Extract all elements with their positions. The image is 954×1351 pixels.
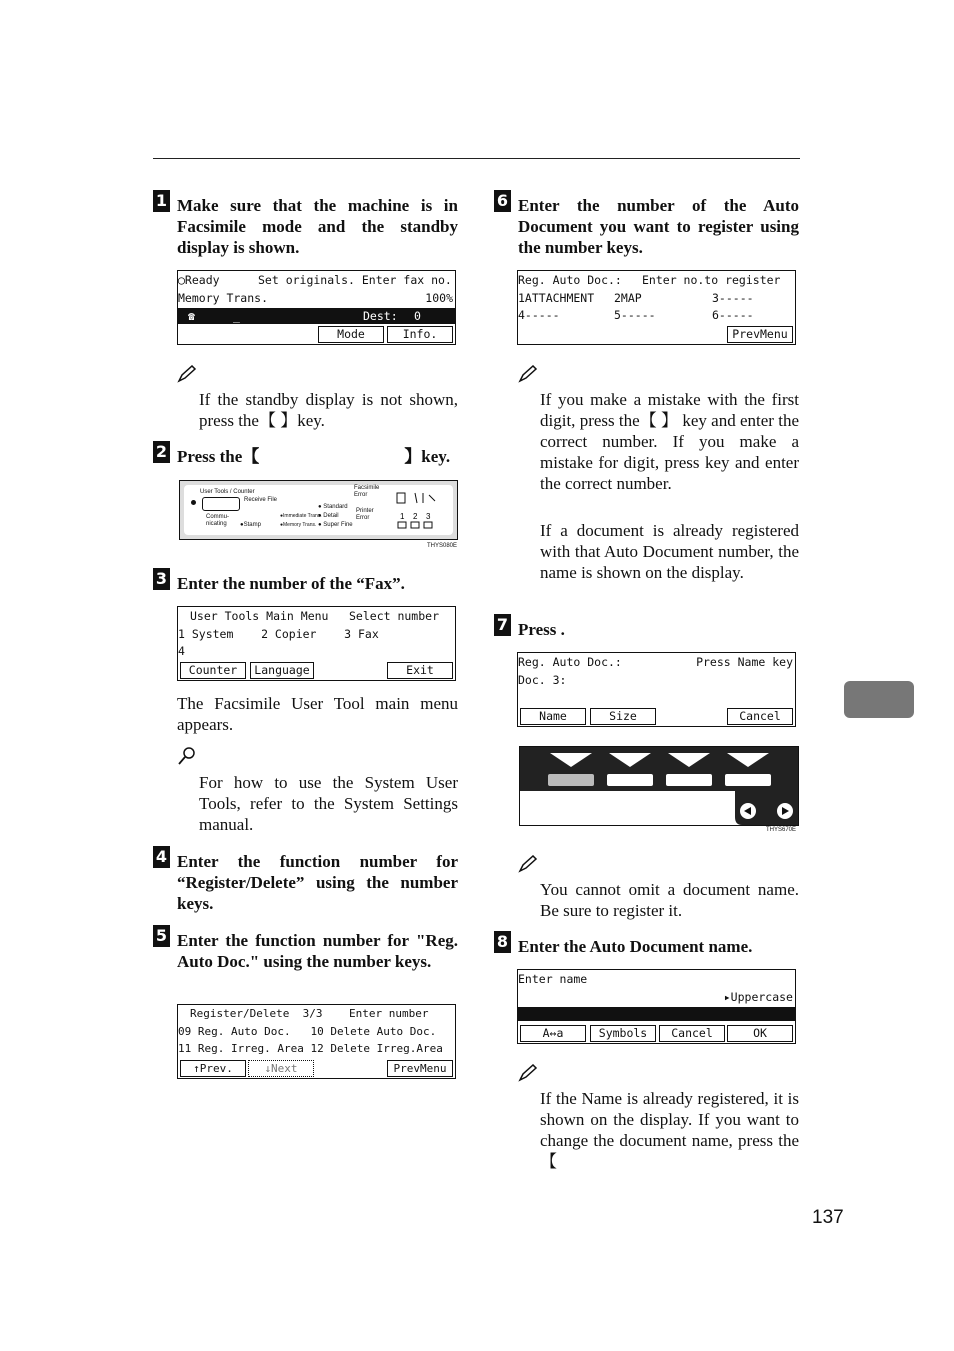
- lcd-prompt: Set originals. Enter fax no.: [258, 273, 452, 287]
- step-3-body: The Facsimile User Tool main menu appears.: [177, 694, 458, 734]
- step-2-text: [177, 446, 458, 467]
- step-2-pre: Press the【: [177, 447, 260, 466]
- step-6-number: 6: [494, 190, 511, 212]
- exit-button[interactable]: Exit: [387, 662, 453, 679]
- user-tools-key: [202, 497, 240, 511]
- mode-button[interactable]: Mode: [318, 326, 384, 343]
- lcd-percent: 100%: [425, 291, 453, 305]
- cursor: _: [233, 309, 240, 323]
- lcd-press-name: [517, 652, 796, 727]
- step-3-reference: For how to use the System User Tools, refer to the System Settings manual.: [199, 773, 458, 834]
- doc-5: 5-----: [614, 308, 656, 322]
- cancel-button[interactable]: Cancel: [659, 1025, 725, 1042]
- step-1-number: 1: [153, 190, 170, 212]
- svg-text:2: 2: [413, 512, 418, 521]
- language-button[interactable]: Language: [250, 662, 314, 679]
- counter-button[interactable]: Counter: [180, 662, 246, 679]
- step-8-text: Enter the Auto Document name.: [518, 937, 753, 956]
- lcd-item-09: 09 Reg. Auto Doc. 10 Delete Auto Doc.: [178, 1025, 437, 1038]
- lcd-title: Register/Delete 3/3: [190, 1007, 323, 1020]
- lcd-title: User Tools Main Menu: [190, 609, 329, 623]
- header-rule: [153, 158, 800, 159]
- symbols-button[interactable]: Symbols: [590, 1025, 656, 1042]
- lcd-ready: ◯Ready: [178, 273, 220, 287]
- prevmenu-button[interactable]: PrevMenu: [727, 326, 793, 343]
- info-button[interactable]: Info.: [387, 326, 453, 343]
- doc-4: 4-----: [518, 308, 560, 322]
- step-4-number: 4: [153, 846, 170, 868]
- selection-keys-illustration: [519, 746, 799, 833]
- receive-file-label: Receive File: [244, 497, 278, 503]
- step-5-number: 5: [153, 925, 170, 947]
- standard-label: ● Standard: [318, 504, 348, 510]
- step-6-note-2: If a document is already registered with that Auto Document number, the name is shown on the display.: [540, 521, 799, 582]
- svg-text:3: 3: [426, 512, 431, 521]
- lcd-enter-name: [517, 969, 796, 1044]
- name-button[interactable]: Name: [520, 708, 586, 725]
- stamp-label: ●Stamp: [240, 522, 261, 528]
- doc-6: 6-----: [712, 308, 754, 322]
- lcd-reg-auto-doc: [517, 270, 796, 345]
- lcd-mode: Memory Trans.: [178, 291, 269, 305]
- step-2-post: 】key.: [404, 447, 451, 466]
- figure-id: THYS080E: [427, 543, 458, 549]
- lcd-enter: Enter number: [349, 1007, 429, 1020]
- immediate-label: ●Immediate Trans.: [280, 513, 322, 519]
- lcd-menu-items-2: 4: [178, 644, 185, 658]
- prev-button[interactable]: ↑Prev.: [180, 1060, 246, 1077]
- reference-magnifier-icon: [177, 746, 197, 766]
- note-pencil-icon: [177, 365, 197, 383]
- doc-3: 3-----: [712, 291, 754, 305]
- lcd-user-tools: [177, 606, 456, 681]
- next-button[interactable]: ↓Next: [248, 1060, 314, 1077]
- svg-text:1: 1: [400, 512, 405, 521]
- lcd-standby: [177, 270, 456, 345]
- lcd-select: Select number: [349, 609, 440, 623]
- lcd-register-delete: [177, 1004, 456, 1079]
- user-tools-label: User Tools / Counter: [200, 489, 255, 495]
- chapter-tab: [844, 681, 914, 718]
- step-7-label: Press .: [518, 620, 565, 639]
- step-2-number: 2: [153, 441, 170, 463]
- step-1-text: Make sure that the machine is in Facsimile mode and the standby display is shown.: [177, 196, 458, 257]
- name-input-bar[interactable]: [518, 1007, 795, 1021]
- doc-number: Doc. 3:: [518, 673, 567, 687]
- cancel-button[interactable]: Cancel: [727, 708, 793, 725]
- facsimile-error-label: Facsimile Error: [354, 485, 380, 498]
- step-7-note: You cannot omit a document name. Be sure to register it.: [540, 880, 799, 920]
- step-5-text: Enter the function number for "Reg. Auto Doc." using the number keys.: [177, 931, 458, 971]
- step-3-text: Enter the number of the “Fax”.: [177, 574, 405, 593]
- step-4-text: Enter the function number for “Register/Delete” using the number keys.: [177, 852, 458, 913]
- step-1-note: If the standby display is not shown, press the【 】key.: [199, 390, 458, 430]
- lcd-title: Enter name: [518, 972, 588, 986]
- communicating-label: Commu- nicating: [206, 514, 230, 527]
- note-pencil-icon: [518, 1064, 538, 1082]
- step-6-note-1: If you make a mistake with the first digit, press the【 】 key and enter the correct number. If you make a mistake for digit, press key and enter the correct number.: [540, 390, 799, 493]
- doc-2: 2MAP: [614, 291, 642, 305]
- memory-label: ●Memory Trans.: [280, 522, 317, 528]
- prevmenu-button[interactable]: PrevMenu: [387, 1060, 453, 1077]
- dest-value: 0: [414, 309, 421, 323]
- keys-icon: [395, 491, 453, 531]
- size-button[interactable]: Size: [590, 708, 656, 725]
- case-toggle-button[interactable]: A↔a: [520, 1025, 586, 1042]
- step-7-text: [518, 619, 799, 640]
- lcd-dest-bar: [178, 308, 455, 324]
- phone-icon: ☎: [188, 309, 195, 323]
- lcd-prompt: Enter no.to register: [642, 273, 781, 287]
- step-3-number: 3: [153, 568, 170, 590]
- lcd-title: Reg. Auto Doc.:: [518, 273, 622, 287]
- page-number: 137: [812, 1207, 844, 1228]
- note-pencil-icon: [518, 365, 538, 383]
- ok-button[interactable]: OK: [727, 1025, 793, 1042]
- lcd-title: Reg. Auto Doc.:: [518, 655, 622, 669]
- uppercase-indicator: ▸Uppercase: [723, 990, 793, 1004]
- lcd-item-11: 11 Reg. Irreg. Area 12 Delete Irreg.Area: [178, 1042, 443, 1055]
- printer-error-label: Printer Error: [356, 508, 374, 521]
- step-6-text: Enter the number of the Auto Document you want to register using the number keys.: [518, 196, 799, 257]
- step-7-number: 7: [494, 614, 511, 636]
- step-8-note: If the Name is already registered, it is shown on the display. If you want to change the document name, press the【: [540, 1089, 799, 1171]
- note-pencil-icon: [518, 855, 538, 873]
- lcd-menu-items: 1 System 2 Copier 3 Fax: [178, 627, 379, 641]
- lcd-prompt: Press Name key: [696, 655, 793, 669]
- selection-keys-icon: [520, 747, 798, 825]
- dest-label: Dest:: [363, 309, 398, 323]
- superfine-label: ● Super Fine: [318, 522, 353, 528]
- step-8-number: 8: [494, 931, 511, 953]
- doc-1: 1ATTACHMENT: [518, 291, 595, 305]
- figure-id: THYS670E: [766, 827, 797, 833]
- detail-label: ● Detail: [318, 513, 339, 519]
- control-panel-illustration: [179, 480, 458, 549]
